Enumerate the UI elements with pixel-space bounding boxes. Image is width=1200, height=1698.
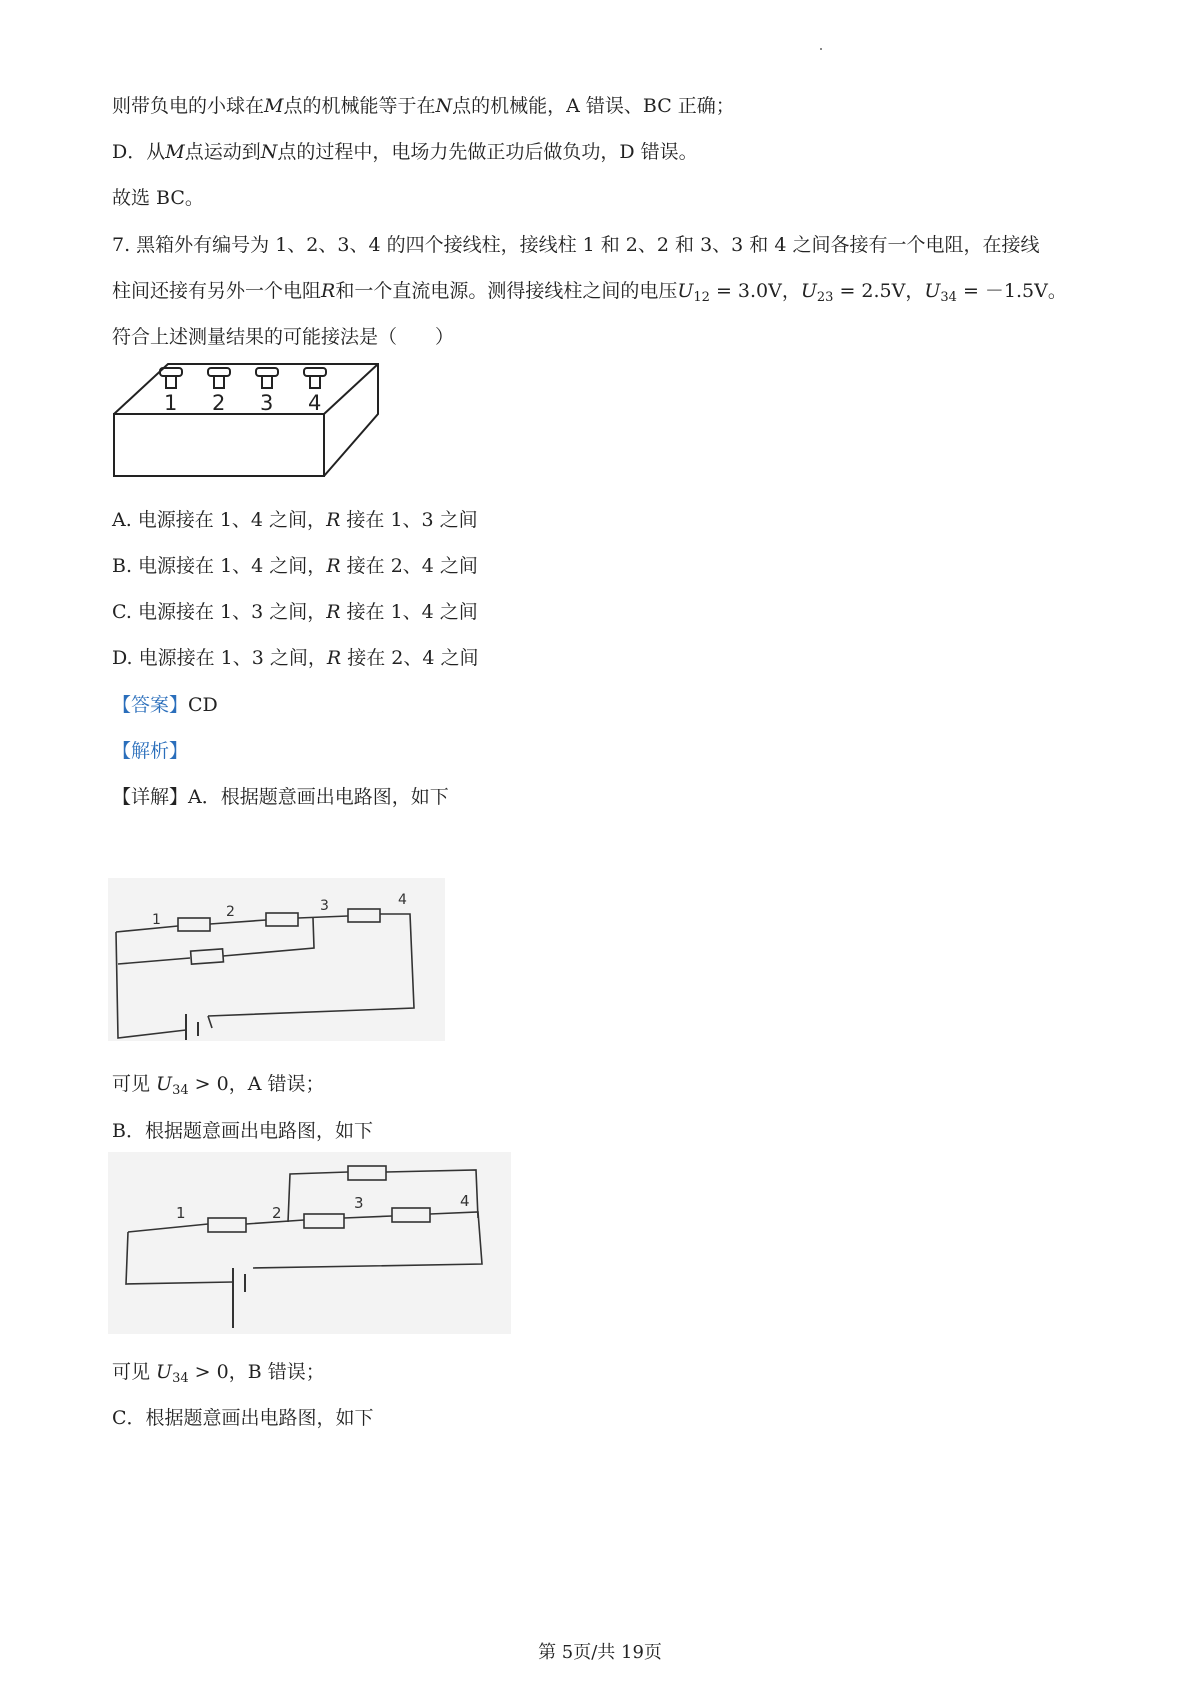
detail-a-conclusion: 可见 $U_{34} > 0$，A 错误； xyxy=(112,1073,325,1098)
page-footer: 第 5页/共 19页 xyxy=(538,1642,662,1663)
sketch-label: 4 xyxy=(460,1192,470,1210)
text-line-2: D．从M点运动到N点的过程中，电场力先做正功后做负功，D 错误。 xyxy=(112,141,698,163)
answer-tag: 【答案】 xyxy=(112,694,189,716)
question-7-line-3: 符合上述测量结果的可能接法是（ ） xyxy=(112,326,455,348)
option-d: D. 电源接在 1、3 之间，R 接在 2、4 之间 xyxy=(112,647,479,669)
analysis-tag: 【解析】 xyxy=(112,740,189,762)
sketch-label: 1 xyxy=(176,1204,186,1222)
terminal-label: 4 xyxy=(308,391,322,415)
detail-b-conclusion: 可见 $U_{34} > 0$，B 错误； xyxy=(112,1361,325,1386)
terminal-label: 1 xyxy=(164,391,178,415)
answer-line xyxy=(112,691,218,719)
sketch-label: 4 xyxy=(398,892,407,908)
terminal-posts xyxy=(160,368,326,388)
option-a: A. 电源接在 1、4 之间，R 接在 1、3 之间 xyxy=(112,509,478,531)
sketch-label: 2 xyxy=(226,904,235,920)
detail-a-line: 【详解】A．根据题意画出电路图，如下 xyxy=(112,786,449,808)
detail-c-line: C．根据题意画出电路图，如下 xyxy=(112,1407,374,1429)
option-b: B. 电源接在 1、4 之间，R 接在 2、4 之间 xyxy=(112,555,478,577)
text-line-1: 则带负电的小球在M点的机械能等于在N点的机械能，A 错误、BC 正确； xyxy=(112,95,735,117)
circuit-sketch-a xyxy=(108,878,445,1041)
text-line-3: 故选 BC。 xyxy=(112,187,204,209)
terminal-label: 3 xyxy=(260,391,274,415)
sketch-label: 3 xyxy=(354,1194,364,1212)
detail-b-line: B．根据题意画出电路图，如下 xyxy=(112,1120,373,1142)
question-7-line-1: 7. 黑箱外有编号为 1、2、3、4 的四个接线柱，接线柱 1 和 2、2 和 3、3 和 4 之间各接有一个电阻，在接线 xyxy=(112,234,1040,256)
answer-value: CD xyxy=(188,694,218,716)
circuit-sketch-b xyxy=(108,1152,511,1334)
scan-dot xyxy=(820,48,822,50)
option-c: C. 电源接在 1、3 之间，R 接在 1、4 之间 xyxy=(112,601,478,623)
terminal-label: 2 xyxy=(212,391,226,415)
question-7-line-2: 柱间还接有另外一个电阻R和一个直流电源。测得接线柱之间的电压$U_{12} = 3.0V$，$U_{23} = 2.5V$，$U_{34} = -1.5V$。 xyxy=(112,280,1067,305)
sketch-label: 1 xyxy=(152,912,161,928)
sketch-label: 2 xyxy=(272,1204,282,1222)
sketch-label: 3 xyxy=(320,898,329,914)
black-box-figure xyxy=(108,356,408,488)
